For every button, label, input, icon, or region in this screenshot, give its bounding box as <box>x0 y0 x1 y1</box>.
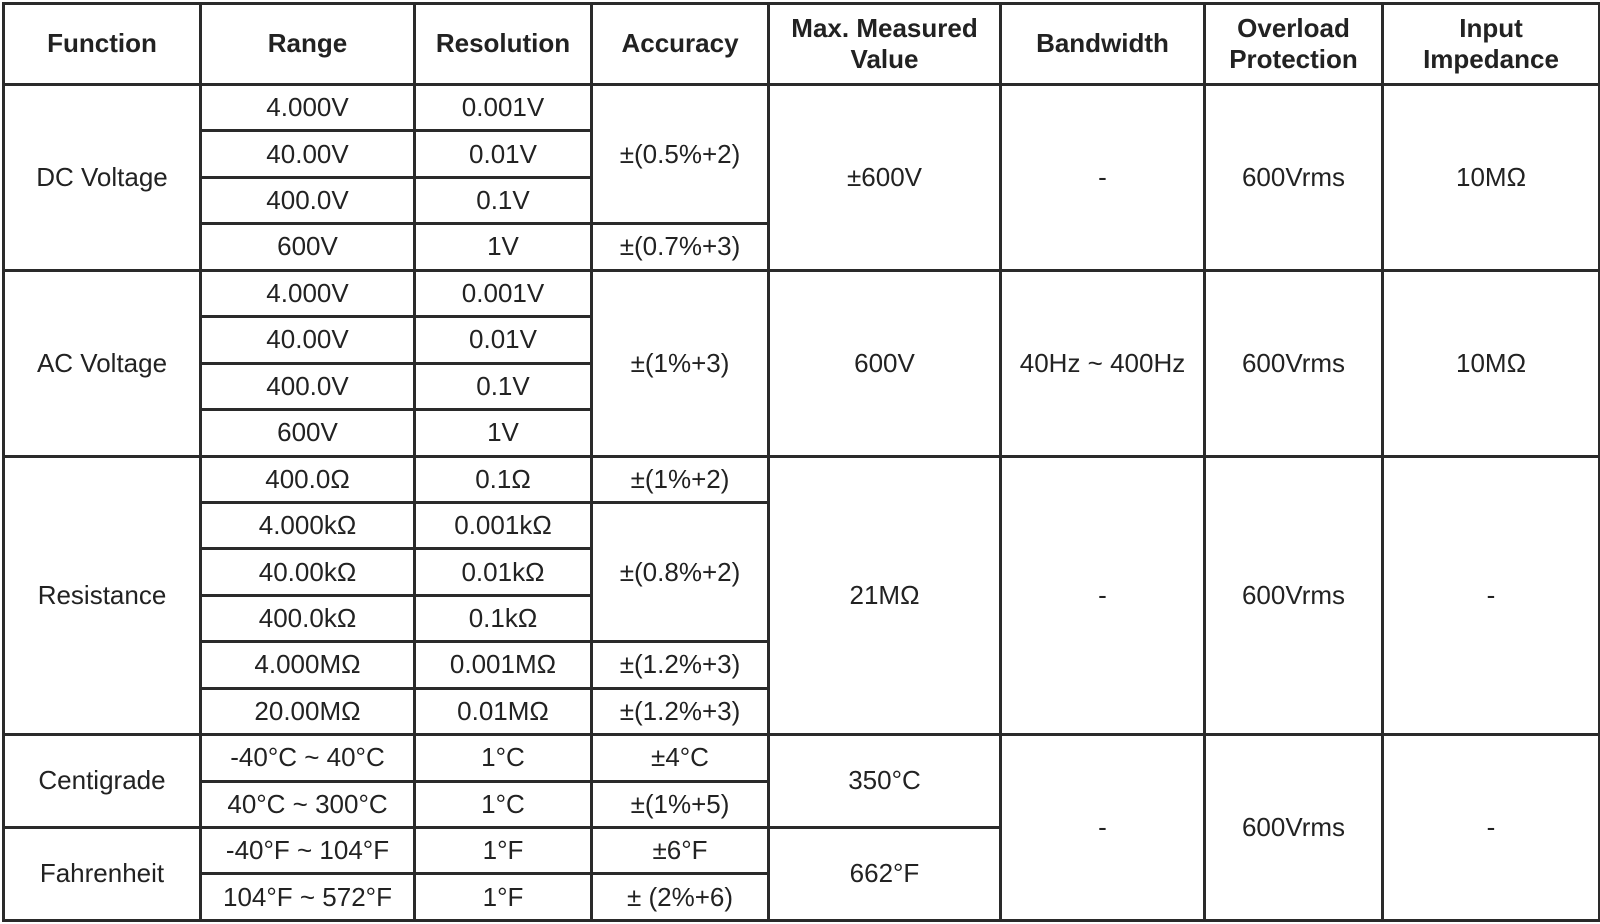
resolution-cell: 0.001V <box>415 85 592 131</box>
overload-cell: 600Vrms <box>1205 270 1383 456</box>
range-cell: 20.00MΩ <box>201 688 415 734</box>
range-cell: 40.00V <box>201 317 415 363</box>
resolution-cell: 1V <box>415 410 592 456</box>
header-input-impedance: Input Impedance <box>1383 4 1600 85</box>
resolution-cell: 1°F <box>415 874 592 921</box>
max-measured-cell: 600V <box>769 270 1001 456</box>
resolution-cell: 0.01kΩ <box>415 549 592 595</box>
range-cell: 4.000V <box>201 85 415 131</box>
bandwidth-cell: - <box>1001 456 1205 735</box>
impedance-cell: 10MΩ <box>1383 85 1600 271</box>
resolution-cell: 0.001kΩ <box>415 502 592 548</box>
range-cell: 400.0V <box>201 363 415 409</box>
overload-cell: 600Vrms <box>1205 456 1383 735</box>
range-cell: 40.00V <box>201 131 415 177</box>
accuracy-cell: ±(0.7%+3) <box>592 224 769 270</box>
bandwidth-cell: 40Hz ~ 400Hz <box>1001 270 1205 456</box>
resolution-cell: 0.001MΩ <box>415 642 592 688</box>
accuracy-cell: ±(1.2%+3) <box>592 642 769 688</box>
impedance-cell: - <box>1383 456 1600 735</box>
max-measured-cell: 662°F <box>769 828 1001 921</box>
bandwidth-cell: - <box>1001 735 1205 921</box>
accuracy-cell: ±(1%+3) <box>592 270 769 456</box>
range-cell: 400.0kΩ <box>201 595 415 641</box>
range-cell: -40°F ~ 104°F <box>201 828 415 874</box>
specifications-table <box>2 2 1600 922</box>
resolution-cell: 0.1V <box>415 177 592 223</box>
resolution-cell: 0.001V <box>415 270 592 316</box>
range-cell: 600V <box>201 410 415 456</box>
resolution-cell: 0.01V <box>415 131 592 177</box>
range-cell: 600V <box>201 224 415 270</box>
accuracy-cell: ± (2%+6) <box>592 874 769 921</box>
header-max-measured-value: Max. Measured Value <box>769 4 1001 85</box>
max-measured-cell: 350°C <box>769 735 1001 828</box>
accuracy-cell: ±6°F <box>592 828 769 874</box>
range-cell: 400.0Ω <box>201 456 415 502</box>
max-measured-cell: ±600V <box>769 85 1001 271</box>
table-row <box>4 735 1600 781</box>
accuracy-cell: ±(1%+2) <box>592 456 769 502</box>
resolution-cell: 0.1V <box>415 363 592 409</box>
accuracy-cell: ±(1.2%+3) <box>592 688 769 734</box>
header-accuracy: Accuracy <box>592 4 769 85</box>
range-cell: 4.000kΩ <box>201 502 415 548</box>
max-measured-cell: 21MΩ <box>769 456 1001 735</box>
table-row <box>4 270 1600 316</box>
range-cell: 40.00kΩ <box>201 549 415 595</box>
impedance-cell: - <box>1383 735 1600 921</box>
resolution-cell: 0.01MΩ <box>415 688 592 734</box>
table-row <box>4 85 1600 131</box>
function-dc-voltage: DC Voltage <box>4 85 201 271</box>
accuracy-cell: ±(0.8%+2) <box>592 502 769 641</box>
resolution-cell: 0.1kΩ <box>415 595 592 641</box>
accuracy-cell: ±(0.5%+2) <box>592 85 769 224</box>
range-cell: 4.000V <box>201 270 415 316</box>
bandwidth-cell: - <box>1001 85 1205 271</box>
header-range: Range <box>201 4 415 85</box>
range-cell: 4.000MΩ <box>201 642 415 688</box>
function-resistance: Resistance <box>4 456 201 735</box>
resolution-cell: 1°C <box>415 781 592 827</box>
range-cell: 400.0V <box>201 177 415 223</box>
accuracy-cell: ±(1%+5) <box>592 781 769 827</box>
resolution-cell: 1°C <box>415 735 592 781</box>
table-row <box>4 456 1600 502</box>
header-overload-protection: Overload Protection <box>1205 4 1383 85</box>
range-cell: -40°C ~ 40°C <box>201 735 415 781</box>
header-bandwidth: Bandwidth <box>1001 4 1205 85</box>
function-ac-voltage: AC Voltage <box>4 270 201 456</box>
header-function: Function <box>4 4 201 85</box>
resolution-cell: 1°F <box>415 828 592 874</box>
function-fahrenheit: Fahrenheit <box>4 828 201 921</box>
overload-cell: 600Vrms <box>1205 85 1383 271</box>
range-cell: 40°C ~ 300°C <box>201 781 415 827</box>
accuracy-cell: ±4°C <box>592 735 769 781</box>
resolution-cell: 1V <box>415 224 592 270</box>
header-resolution: Resolution <box>415 4 592 85</box>
impedance-cell: 10MΩ <box>1383 270 1600 456</box>
header-row <box>4 4 1600 85</box>
resolution-cell: 0.1Ω <box>415 456 592 502</box>
function-centigrade: Centigrade <box>4 735 201 828</box>
resolution-cell: 0.01V <box>415 317 592 363</box>
range-cell: 104°F ~ 572°F <box>201 874 415 921</box>
overload-cell: 600Vrms <box>1205 735 1383 921</box>
